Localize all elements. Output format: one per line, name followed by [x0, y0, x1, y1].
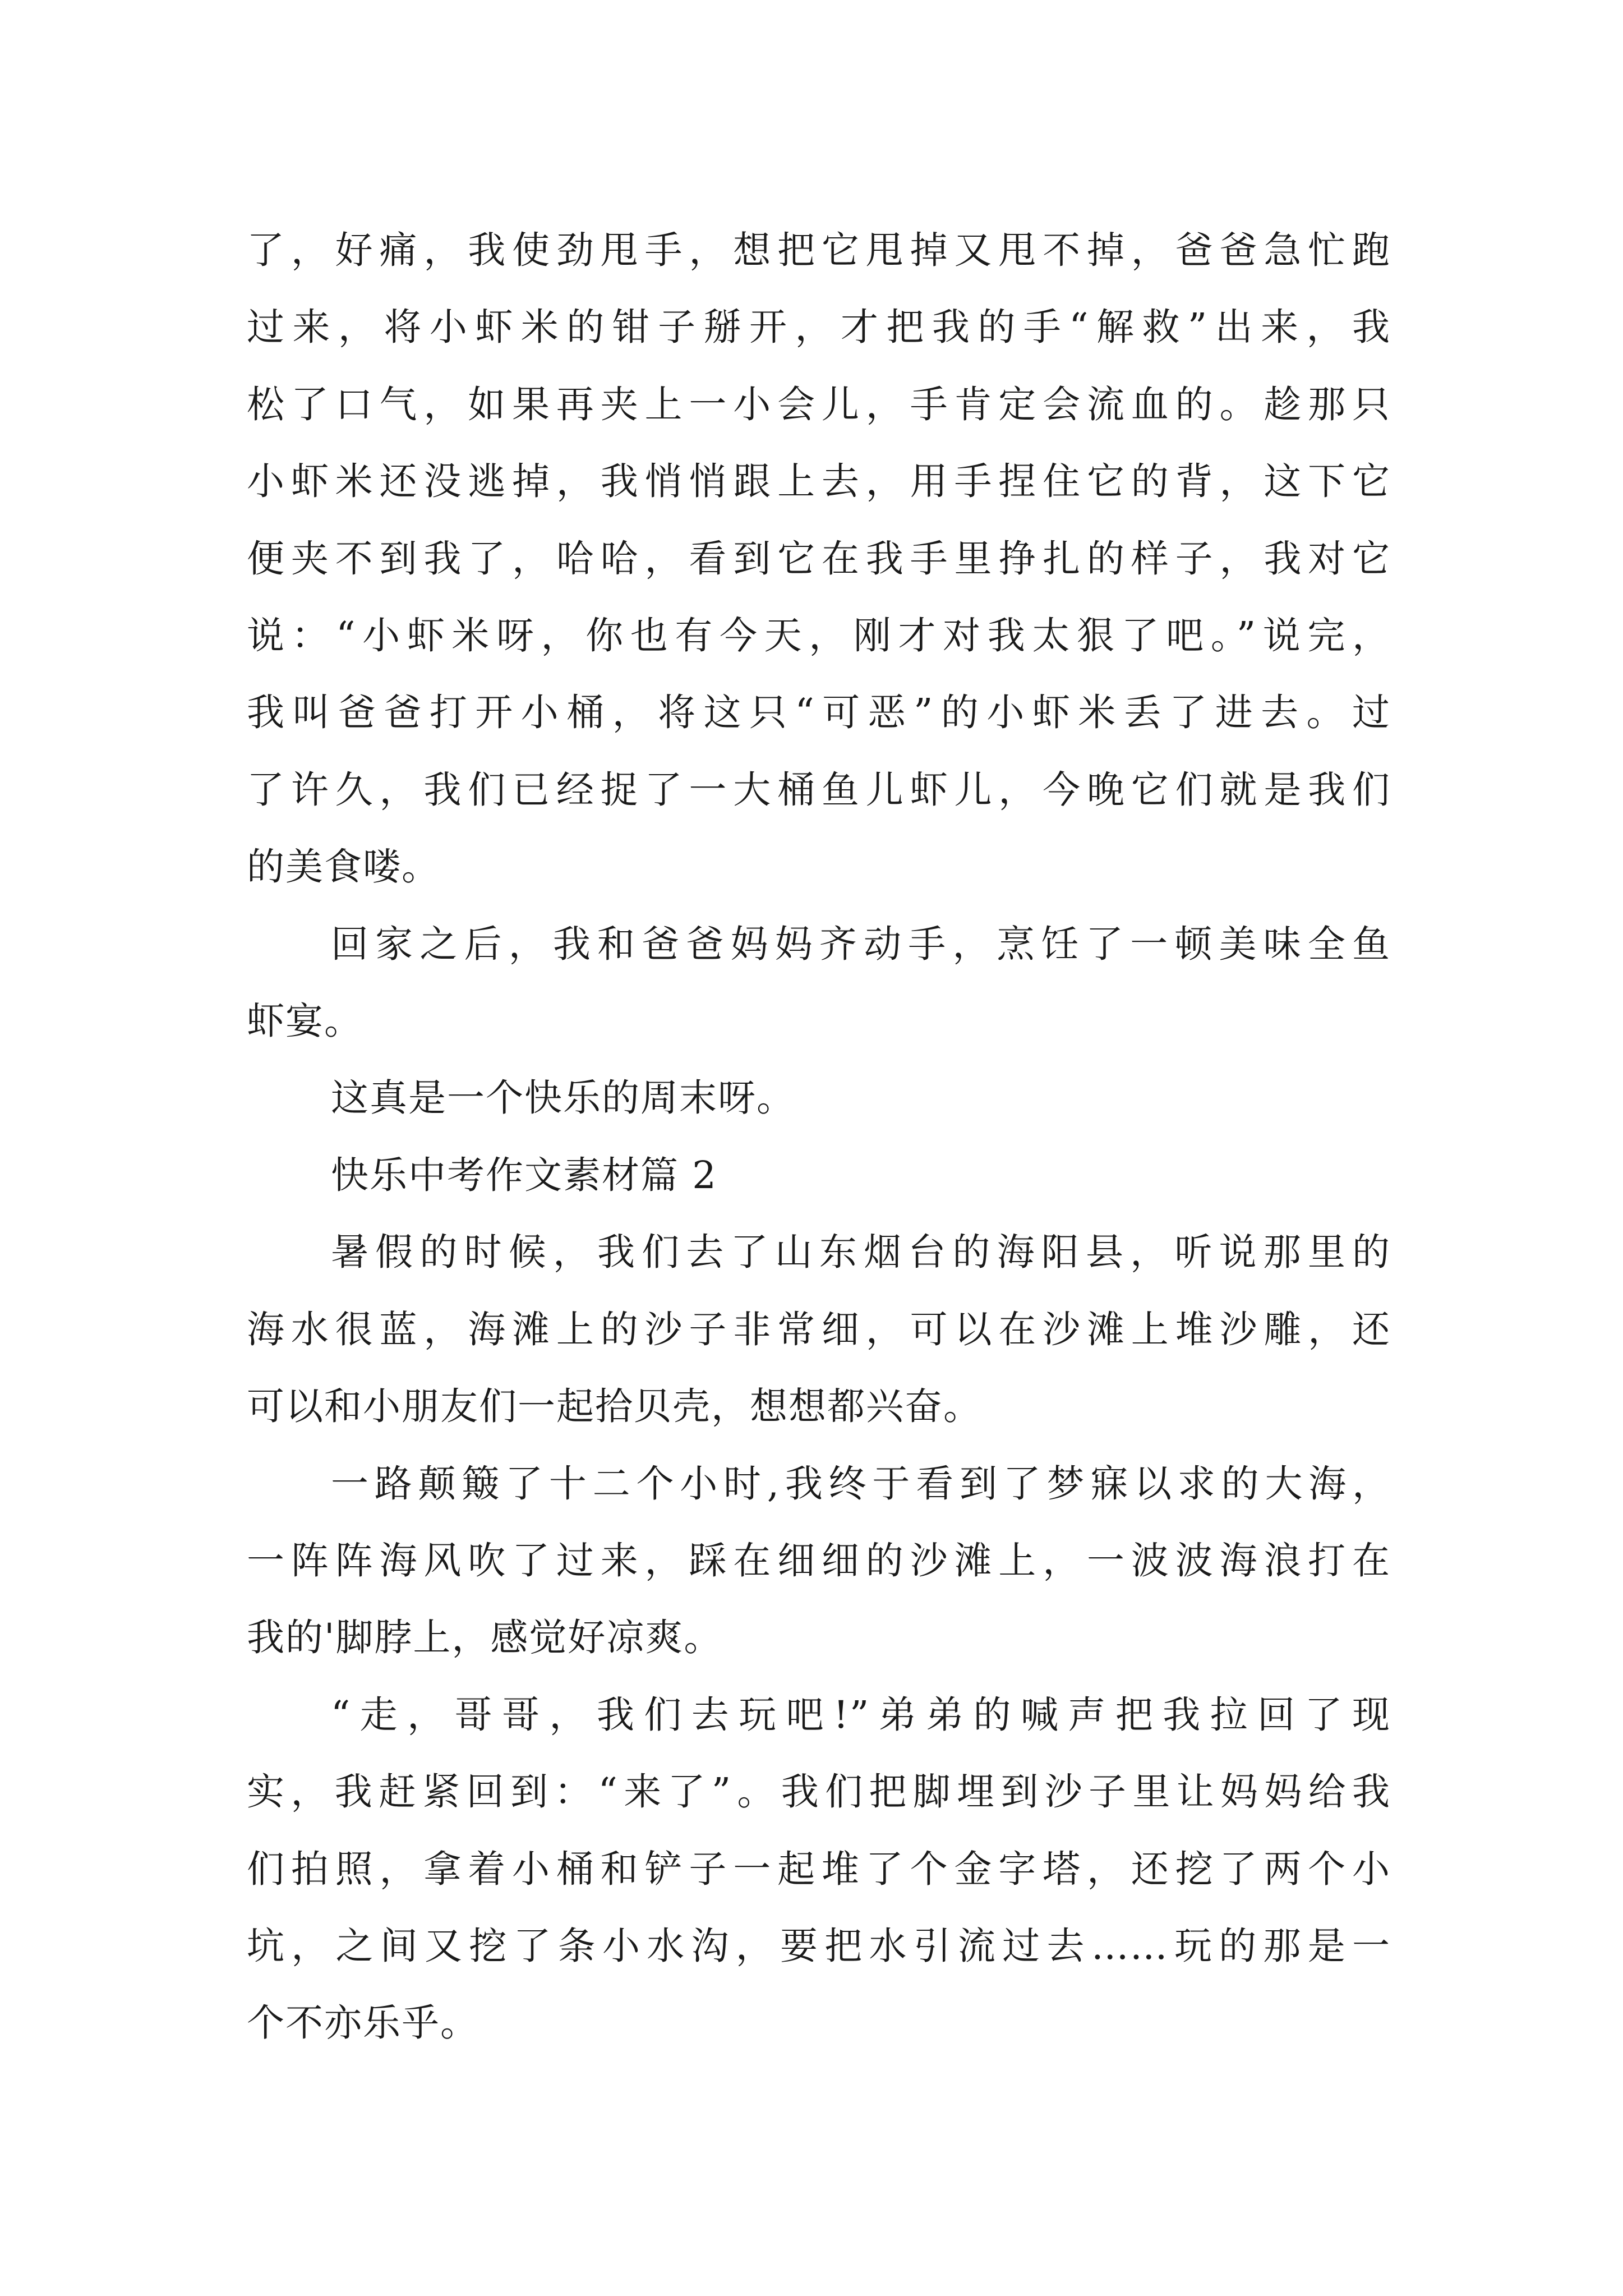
paragraph-p3: [247, 1060, 1391, 1137]
text-line: 暑假的时候，我们去了山东烟台的海阳县，听说那里的: [331, 1230, 1391, 1274]
paragraph-p2: [247, 906, 1391, 1060]
paragraph-p1: [247, 212, 1391, 906]
text-line: 个不亦乐乎。: [247, 2001, 479, 2045]
text-line: 虾宴。: [247, 999, 363, 1043]
text-line: 一路颠簸了十二个小时,我终于看到了梦寐以求的大海，: [331, 1461, 1391, 1506]
text-line: 这真是一个快乐的周末呀。: [331, 1076, 795, 1120]
text-line: 的美食喽。: [247, 845, 440, 889]
paragraph-p5: [247, 1214, 1391, 1445]
text-line: 过来，将小虾米的钳子掰开，才把我的手“解救”出来，我: [247, 305, 1391, 349]
text-line: 海水很蓝，海滩上的沙子非常细，可以在沙滩上堆沙雕，还: [247, 1307, 1391, 1351]
text-line: 小虾米还没逃掉，我悄悄跟上去，用手捏住它的背，这下它: [247, 459, 1391, 504]
text-line: 我的'脚脖上，感觉好凉爽。: [247, 1616, 723, 1660]
paragraph-p4: [247, 1137, 1391, 1214]
document-body: [247, 212, 1391, 2062]
text-line: 可以和小朋友们一起拾贝壳，想想都兴奋。: [247, 1384, 982, 1429]
text-line: 快乐中考作文素材篇 2: [331, 1153, 717, 1197]
text-line: 坑，之间又挖了条小水沟，要把水引流过去……玩的那是一: [247, 1924, 1391, 1968]
text-line: 我叫爸爸打开小桶，将这只“可恶”的小虾米丢了进去。过: [247, 691, 1391, 735]
text-line: 们拍照，拿着小桶和铲子一起堆了个金字塔，还挖了两个小: [247, 1847, 1391, 1891]
text-line: 便夹不到我了，哈哈，看到它在我手里挣扎的样子，我对它: [247, 536, 1391, 581]
text-line: “走，哥哥，我们去玩吧!”弟弟的喊声把我拉回了现: [331, 1692, 1391, 1737]
text-line: 了，好痛，我使劲甩手，想把它甩掉又甩不掉，爸爸急忙跑: [247, 228, 1391, 272]
paragraph-p6: [247, 1446, 1391, 1677]
text-line: 松了口气，如果再夹上一小会儿，手肯定会流血的。趁那只: [247, 382, 1391, 426]
text-line: 实，我赶紧回到：“来了”。我们把脚埋到沙子里让妈妈给我: [247, 1770, 1391, 1814]
text-line: 说：“小虾米呀，你也有今天，刚才对我太狠了吧。”说完，: [247, 614, 1391, 658]
paragraph-p7: [247, 1677, 1391, 2062]
text-line: 回家之后，我和爸爸妈妈齐动手，烹饪了一顿美味全鱼: [331, 922, 1391, 966]
text-line: 一阵阵海风吹了过来，踩在细细的沙滩上，一波波海浪打在: [247, 1538, 1391, 1582]
text-line: 了许久，我们已经捉了一大桶鱼儿虾儿，今晚它们就是我们: [247, 767, 1391, 812]
